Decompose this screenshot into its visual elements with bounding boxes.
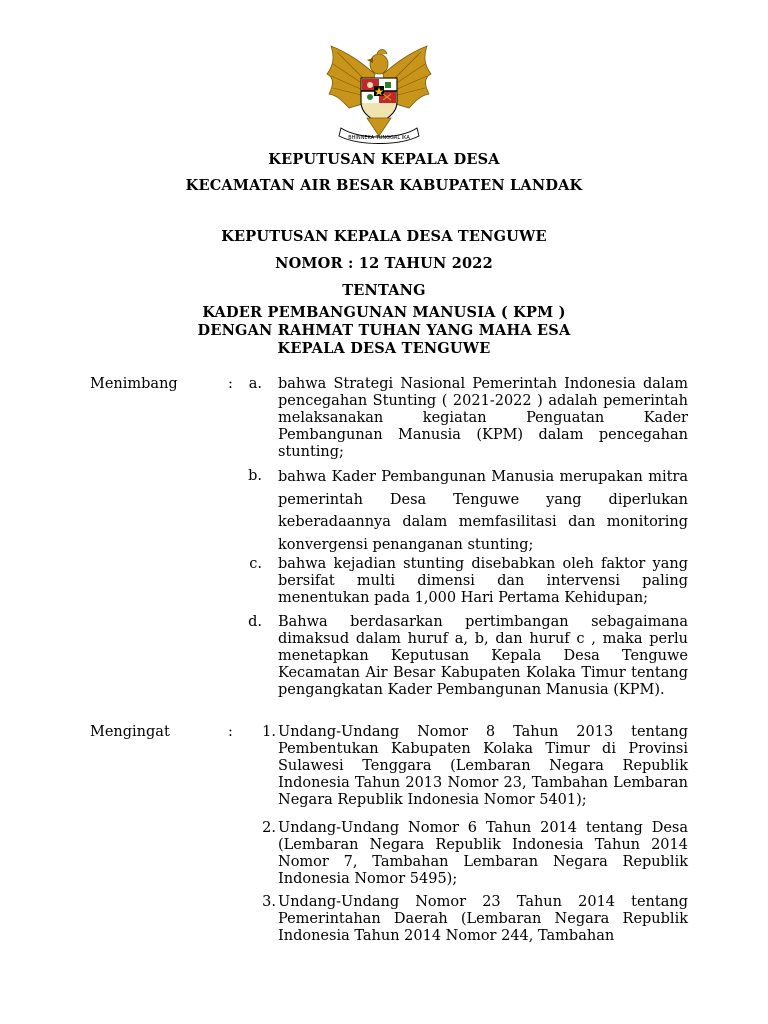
decree-subject: KADER PEMBANGUNAN MANUSIA ( KPM ) [202,304,566,321]
header-title-1: KEPUTUSAN KEPALA DESA [268,151,500,168]
menimbang-item-b: bahwa Kader Pembangunan Manusia merupakan mitra pemerintah Desa Tenguwe yang diperlukan keberadaannya dalam memfasilitasi dan monitoring konvergensi penanganan stunting; [278,469,688,553]
issuer-line: KEPALA DESA TENGUWE [277,340,491,357]
garuda-pancasila-emblem [323,44,435,146]
decree-number: NOMOR : 12 TAHUN 2022 [275,255,493,272]
menimbang-mark-a: a. [248,376,262,392]
mengingat-item-3: Undang-Undang Nomor 23 Tahun 2014 tentang Pemerintahan Daerah (Lembaran Negara Republik Indonesia Tahun 2014 Nomor 244, Tambahan [278,894,688,944]
menimbang-mark-b: b. [248,468,262,484]
menimbang-mark-d: d. [248,614,262,630]
invocation-line: DENGAN RAHMAT TUHAN YANG MAHA ESA [197,322,571,339]
tentang-heading: TENTANG [342,282,426,299]
menimbang-colon: : [228,376,233,392]
menimbang-item-a: bahwa Strategi Nasional Pemerintah Indonesia dalam pencegahan Stunting ( 2021-2022 ) adalah pemerintah melaksanakan kegiatan Penguatan Kader Pembangunan Manusia (KPM) dalam pencegahan stunting; [278,376,688,460]
mengingat-item-1: Undang-Undang Nomor 8 Tahun 2013 tentang Pembentukan Kabupaten Kolaka Timur di Provinsi Sulawesi Tenggara (Lembaran Negara Republik Indonesia Tahun 2013 Nomor 23, Tambahan Lembaran Negara Republik Indonesia Nomor 5401); [278,724,688,808]
ribbon-motto: BHINNEKA TUNGGAL IKA [348,135,410,141]
decree-title: KEPUTUSAN KEPALA DESA TENGUWE [221,228,547,245]
menimbang-mark-c: c. [249,556,262,572]
menimbang-item-c: bahwa kejadian stunting disebabkan oleh faktor yang bersifat multi dimensi dan intervensi paling menentukan pada 1,000 Hari Pertama Kehidupan; [278,556,688,606]
mengingat-mark-3: 3. [262,894,276,910]
mengingat-item-2: Undang-Undang Nomor 6 Tahun 2014 tentang Desa (Lembaran Negara Republik Indonesia Tahun 2014 Nomor 7, Tambahan Lembaran Negara Republik Indonesia Nomor 5495); [278,820,688,887]
mengingat-mark-1: 1. [262,724,276,740]
mengingat-mark-2: 2. [262,820,276,836]
header-title-2: KECAMATAN AIR BESAR KABUPATEN LANDAK [185,177,583,194]
menimbang-item-d: Bahwa berdasarkan pertimbangan sebagaimana dimaksud dalam huruf a, b, dan huruf c , maka perlu menetapkan Keputusan Kepala Desa Tenguwe Kecamatan Air Besar Kabupaten Kolaka Timur tentang pengangkatan Kader Pembangunan Manusia (KPM). [278,614,688,698]
menimbang-label: Menimbang [90,376,178,392]
mengingat-label: Mengingat [90,724,170,740]
mengingat-colon: : [228,724,233,740]
